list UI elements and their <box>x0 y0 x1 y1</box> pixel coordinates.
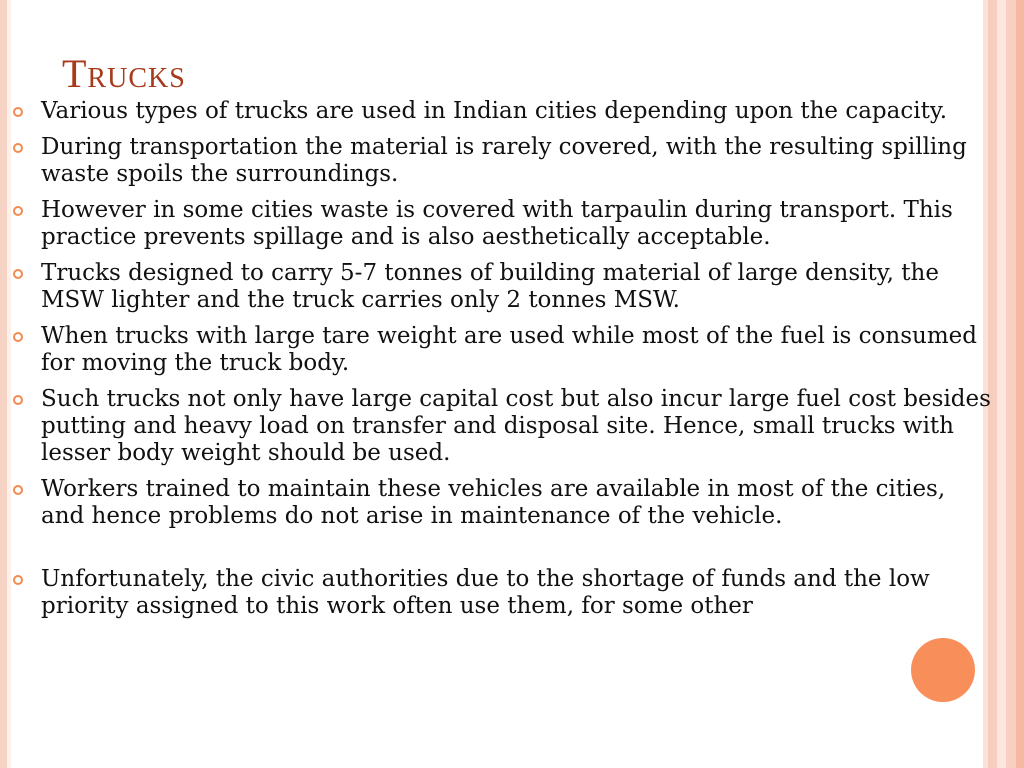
hollow-circle-bullet-icon <box>13 332 23 342</box>
bullet-item <box>12 98 992 125</box>
bullet-text: Trucks designed to carry 5-7 tonnes of building material of large density, the MSW lighter and the truck carries only 2 tonnes MSW. <box>41 260 939 313</box>
bullet-text: Various types of trucks are used in Indian cities depending upon the capacity. <box>41 98 948 124</box>
bullet-item <box>12 386 992 467</box>
right-border-stripe-5 <box>1016 0 1024 768</box>
bullet-item <box>12 323 992 377</box>
left-border-stripe <box>0 0 7 768</box>
bullet-item <box>12 197 992 251</box>
orange-circle-icon <box>911 638 975 702</box>
hollow-circle-bullet-icon <box>13 206 23 216</box>
bullet-text: However in some cities waste is covered with tarpaulin during transport. This practice prevents spillage and is also aesthetically acceptable. <box>41 197 953 250</box>
bullet-text: When trucks with large tare weight are used while most of the fuel is consumed for moving the truck body. <box>41 323 977 376</box>
bullet-list <box>12 98 992 629</box>
hollow-circle-bullet-icon <box>13 107 23 117</box>
slide-title: Trucks <box>62 51 186 96</box>
bullet-item <box>12 260 992 314</box>
bullet-text: During transportation the material is rarely covered, with the resulting spilling waste spoils the surroundings. <box>41 134 967 187</box>
right-border-stripe-3 <box>997 0 1006 768</box>
hollow-circle-bullet-icon <box>13 269 23 279</box>
bullet-text: Such trucks not only have large capital cost but also incur large fuel cost besides putting and heavy load on transfer and disposal site. Hence, small trucks with lesser body weight should be used. <box>41 386 991 466</box>
bullet-text: Unfortunately, the civic authorities due to the shortage of funds and the low priority assigned to this work often use them, for some other <box>41 566 930 619</box>
bullet-item <box>12 476 992 530</box>
hollow-circle-bullet-icon <box>13 485 23 495</box>
left-border-stripe-light <box>7 0 11 768</box>
bullet-item <box>12 566 992 620</box>
hollow-circle-bullet-icon <box>13 395 23 405</box>
bullet-item <box>12 134 992 188</box>
right-border-stripe-4 <box>1006 0 1016 768</box>
bullet-text: Workers trained to maintain these vehicles are available in most of the cities, and hence problems do not arise in maintenance of the vehicle. <box>41 476 946 529</box>
hollow-circle-bullet-icon <box>13 143 23 153</box>
hollow-circle-bullet-icon <box>13 575 23 585</box>
